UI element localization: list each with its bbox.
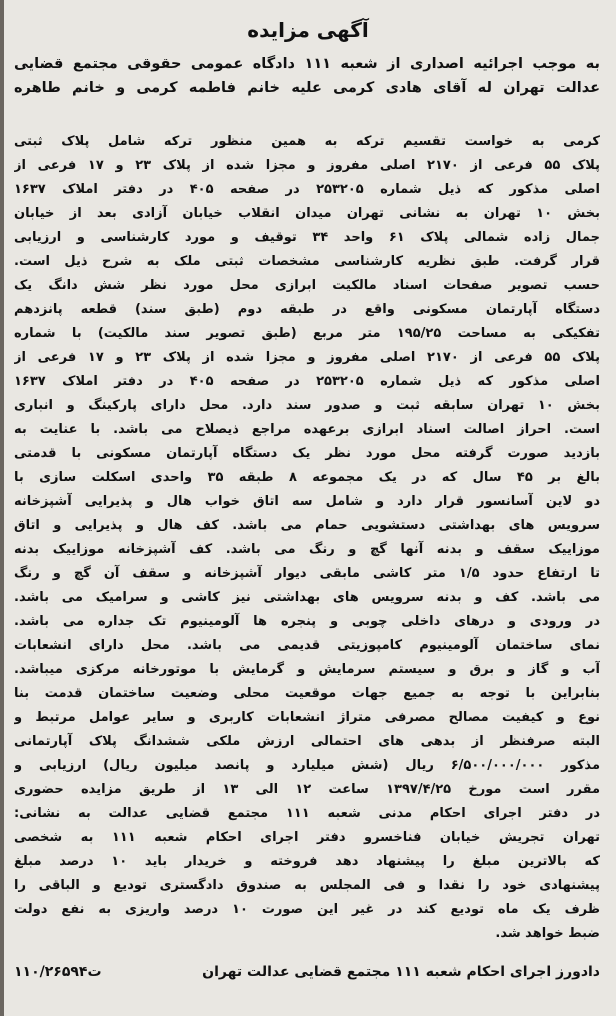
body-line: مقرر است مورخ ۱۳۹۷/۴/۲۵ ساعت ۱۲ الی ۱۳ از طریق مزایده حضوری [14, 782, 600, 797]
intro-line: به موجب اجرائیه اصداری از شعبه ۱۱۱ دادگاه عمومی حقوقی مجتمع قضایی [14, 56, 600, 72]
body-line: تفکیکی به مساحت ۱۹۵/۲۵ متر مربع (طبق تصویر سند مالکیت) با شماره [14, 326, 600, 341]
body-line: نوع و کیفیت مصالح مصرفی متراژ انشعابات کاربری و سایر عوامل مرتبط و [14, 710, 600, 725]
body-line: دستگاه آپارتمان مسکونی واقع در طبقه دوم (طبق سند) قطعه پانزدهم [14, 302, 600, 317]
paper-edge-shadow [0, 0, 4, 1016]
body-line: بنابراین با توجه به جمیع جهات موقعیت محلی وضعیت ساختمان قدمت بنا [14, 686, 600, 701]
body-line: پلاک ۵۵ فرعی از ۲۱۷۰ اصلی مفروز و مجزا شده از پلاک ۲۳ و ۱۷ فرعی از [14, 350, 600, 365]
body-line: بخش ۱۰ تهران به نشانی تهران میدان انقلاب خیابان آزادی بعد از خیابان [14, 206, 600, 221]
body-line: در ورودی و درهای داخلی چوبی و پنجره ها آلومینیوم تک جداره می باشد. [14, 614, 600, 629]
body-line: می باشد. کف و بدنه سرویس های بهداشتی نیز کاشی و سرامیک می باشد. [14, 590, 600, 605]
notice-title: آگهی مزایده [247, 18, 369, 42]
body-line: اصلی مذکور که ذیل شماره ۲۵۳۲۰۵ در صفحه ۴۰۵ در دفتر املاک ۱۶۳۷ [14, 182, 600, 197]
body-line: موزاییک سقف و بدنه آنها گچ و رنگ می باشد. کف آشپزخانه موزاییک بدنه [14, 542, 600, 557]
body-line: قرار گرفت. طبق نظریه کارشناسی مشخصات ثبتی ملک به شرح ذیل است. [14, 254, 600, 269]
body-line: تا ارتفاع حدود ۱/۵ متر کاشی مابقی دیوار آشپزخانه و سقف آن گچ و رنگ [14, 566, 600, 581]
signature: دادورز اجرای احکام شعبه ۱۱۱ مجتمع قضایی عدالت تهران [202, 964, 600, 980]
body-line: پلاک ۵۵ فرعی از ۲۱۷۰ اصلی مفروز و مجزا شده از پلاک ۲۳ و ۱۷ فرعی از [14, 158, 600, 173]
body-line: مذکور ۶/۵۰۰/۰۰۰/۰۰۰ ریال (شش میلیارد و پانصد میلیون ریال) ارزیابی و [14, 758, 600, 773]
body-line: اصلی مذکور که ذیل شماره ۲۵۳۲۰۵ در صفحه ۴۰۵ در دفتر املاک ۱۶۳۷ [14, 374, 600, 389]
body-line: کرمی به خواست تقسیم ترکه به همین منظور ترکه شامل پلاک ثبتی [14, 134, 600, 149]
body-line: ضبط خواهد شد. [495, 926, 600, 941]
body-line: پیشنهادی خود را نقدا و فی المجلس به صندوق دادگستری تودیع و الباقی را [14, 878, 600, 893]
body-line: بالغ بر ۴۵ سال که در یک مجموعه ۸ طبقه ۳۵ واحدی اسکلت سازی با [14, 470, 600, 485]
notice-code: ۱۱۰/۲۶۵۹۴ت [14, 964, 102, 980]
notice-footer [14, 964, 600, 990]
body-line: البته صرفنظر از بدهی های احتمالی ارزش ملکی ششدانگ پلاک آپارتمانی [14, 734, 600, 749]
body-line: در دفتر اجرای احکام مدنی شعبه ۱۱۱ مجتمع قضایی عدالت به نشانی: [14, 806, 600, 821]
body-line: است. احراز اصالت اسناد ابرازی برعهده مراجع ذیصلاح می باشد. با عنایت به [14, 422, 600, 437]
body-line: سرویس های بهداشتی دستشویی حمام می باشد. کف هال و پذیرایی و اتاق [14, 518, 600, 533]
body-line: ظرف یک ماه تودیع کند در غیر این صورت ۱۰ درصد واریزی به نفع دولت [14, 902, 600, 917]
body-line: حسب تصویر صفحات اسناد مالکیت ابرازی محل مورد نظر شش دانگ یک [14, 278, 600, 293]
body-line: دو لاین آسانسور قرار دارد و شامل سه اتاق خواب هال و پذیرایی آشپزخانه [14, 494, 600, 509]
intro-line: عدالت تهران له آقای هادی کرمی علیه خانم فاطمه کرمی و خانم طاهره [14, 80, 600, 96]
body-line: بخش ۱۰ تهران سابقه ثبت و صدور سند دارد. محل دارای پارکینگ و انباری [14, 398, 600, 413]
body-line: آب و گاز و برق و سیستم سرمایش و گرمایش با موتورخانه مرکزی میباشد. [14, 662, 600, 677]
body-line: بازدید صورت گرفته محل مورد نظر یک دستگاه آپارتمان مسکونی با قدمتی [14, 446, 600, 461]
body-line: جمال زاده شمالی پلاک ۶۱ واحد ۳۴ توقیف و مورد کارشناسی و ارزیابی [14, 230, 600, 245]
body-line: تهران تجریش خیابان فناخسرو دفتر اجرای احکام شعبه ۱۱۱ به شخصی [14, 830, 600, 845]
body-line: که بالاترین مبلغ را پیشنهاد دهد فروخته و خریدار باید ۱۰ درصد مبلغ [14, 854, 600, 869]
body-line: نمای ساختمان آلومینیوم کامپوزیتی قدیمی می باشد. محل دارای انشعابات [14, 638, 600, 653]
